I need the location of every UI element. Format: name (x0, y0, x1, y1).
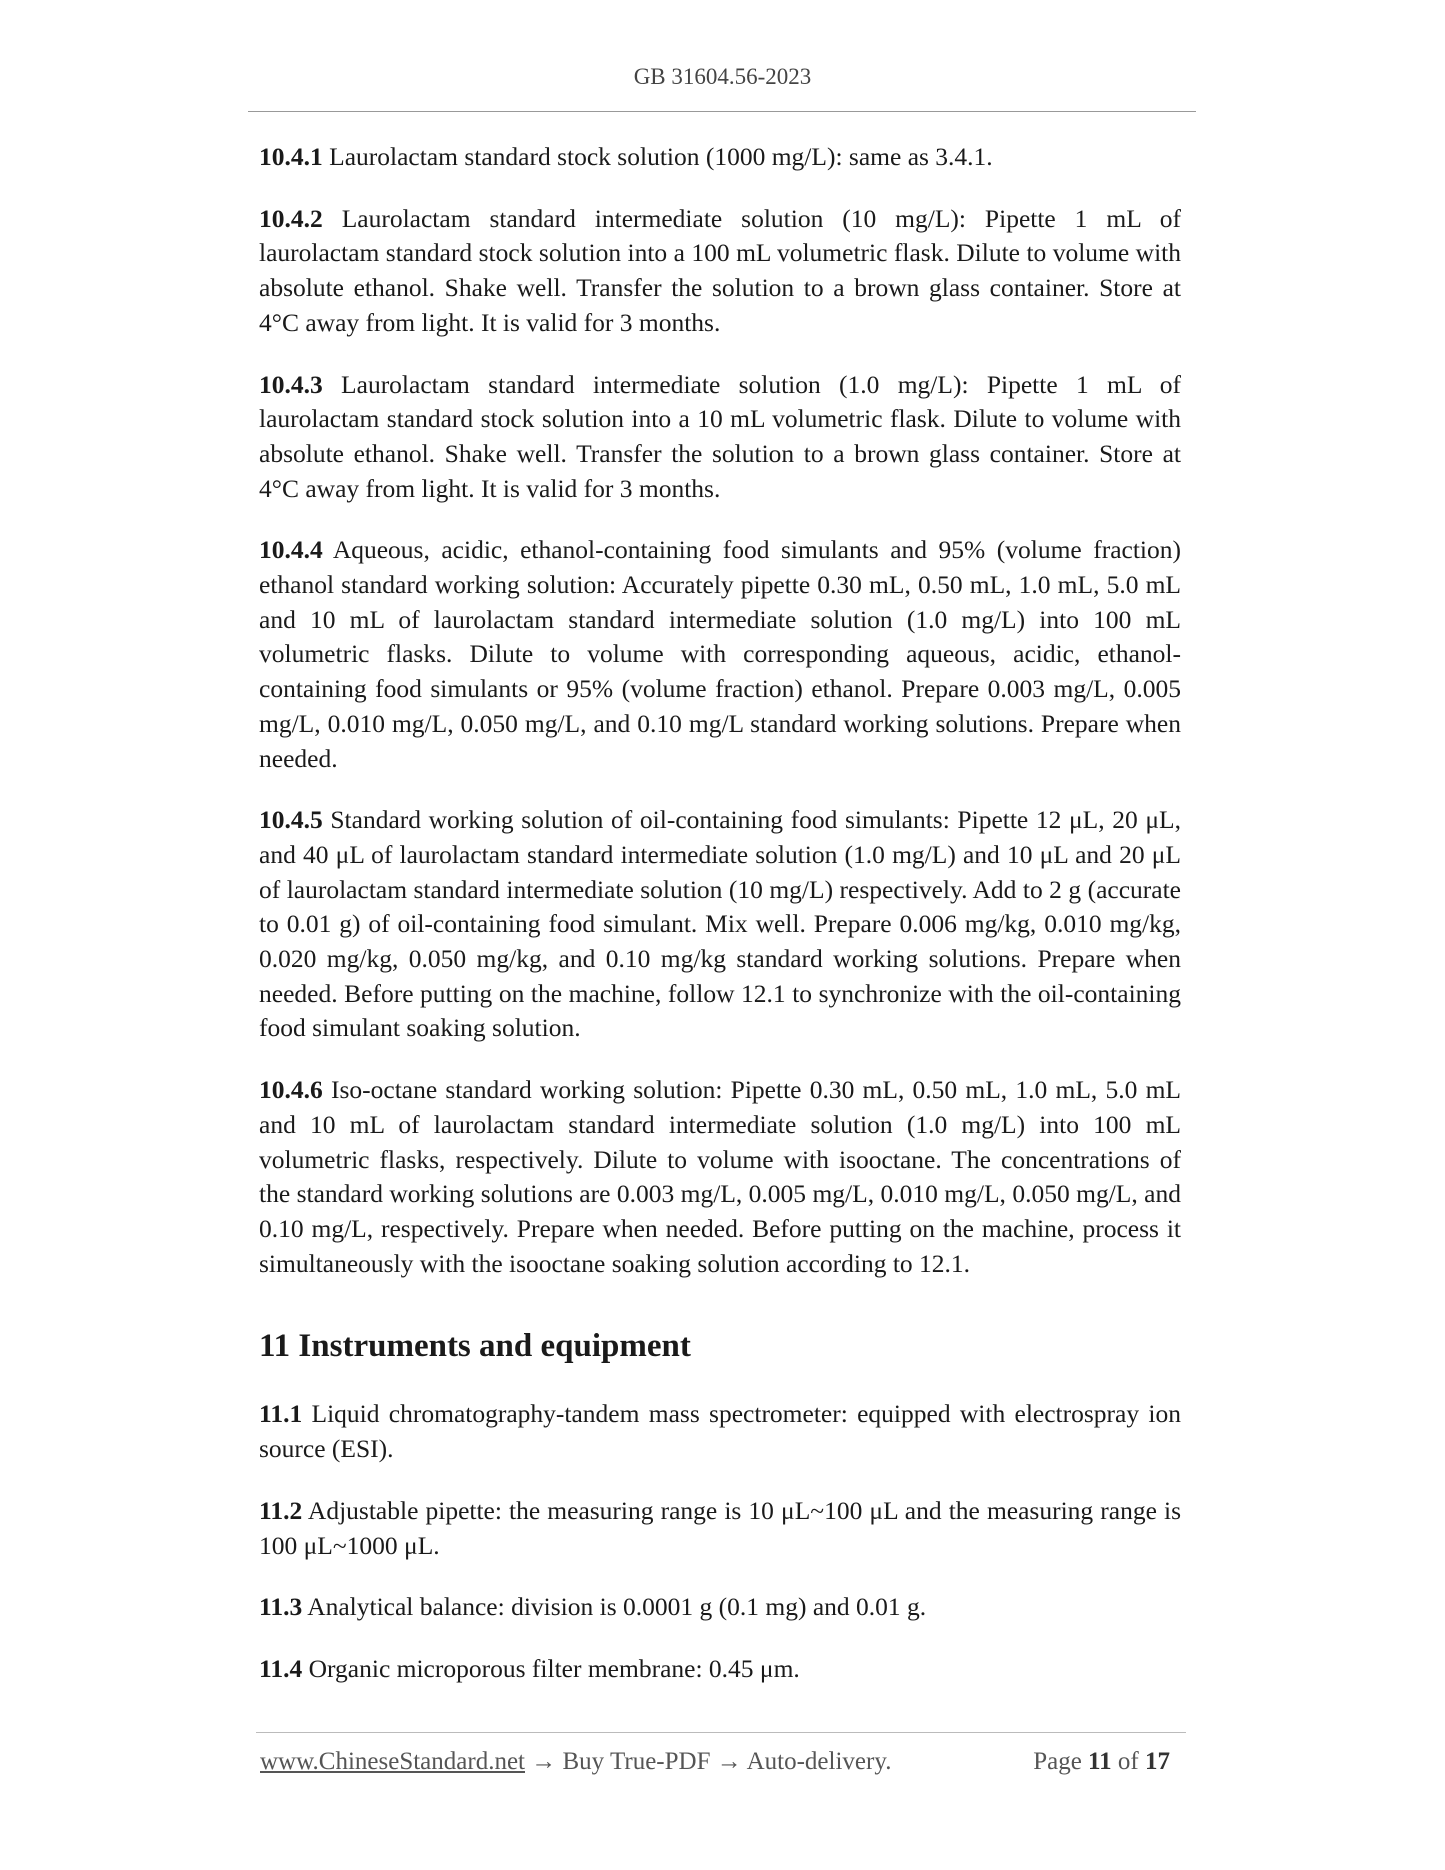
clause-11-1 (259, 1397, 1181, 1466)
arrow-icon: → (716, 1748, 742, 1775)
clause-10-4-6 (259, 1073, 1181, 1281)
clause-text: Adjustable pipette: the measuring range is 10 μL~100 μL and the measuring range is 100 μL~1000 μL. (259, 1495, 1181, 1560)
clause-number: 11.1 (259, 1399, 303, 1429)
clause-text: Standard working solution of oil-containing food simulants: Pipette 12 μL, 20 μL, and 40 μL of laurolactam standard intermediate solution (1.0 mg/L) and 10 μL and 20 μL of laurolactam standard intermediate solution (10 mg/L) respectively. Add to 2 g (accurate to 0.01 g) of oil-containing food simulant. Mix well. Prepare 0.006 mg/kg, 0.010 mg/kg, 0.020 mg/kg, 0.050 mg/kg, and 0.10 mg/kg standard working solutions. Prepare when needed. Before putting on the machine, follow 12.1 to synchronize with the oil-containing food simulant soaking solution. (259, 805, 1181, 1043)
website-link[interactable]: www.ChineseStandard.net (260, 1748, 525, 1775)
clause-text: Iso-octane standard working solution: Pipette 0.30 mL, 0.50 mL, 1.0 mL, 5.0 mL and 10 mL of laurolactam standard intermediate solution (1.0 mg/L) into 100 mL volumetric flasks, respectively. Dilute to volume with isooctane. The concentrations of the standard working solutions are 0.003 mg/L, 0.005 mg/L, 0.010 mg/L, 0.050 mg/L, and 0.10 mg/L, respectively. Prepare when needed. Before putting on the machine, process it simultaneously with the isooctane soaking solution according to 12.1. (259, 1075, 1181, 1278)
clause-number: 11.4 (259, 1653, 303, 1683)
page-footer (260, 1748, 1182, 1776)
clause-text: Aqueous, acidic, ethanol-containing food simulants and 95% (volume fraction) ethanol standard working solution: Accurately pipette 0.30 mL, 0.50 mL, 1.0 mL, 5.0 mL and 10 mL of laurolactam standard intermediate solution (1.0 mg/L) into 100 mL volumetric flasks. Dilute to volume with corresponding aqueous, acidic, ethanol-containing food simulants or 95% (volume fraction) ethanol. Prepare 0.003 mg/L, 0.005 mg/L, 0.010 mg/L, 0.050 mg/L, and 0.10 mg/L standard working solutions. Prepare when needed. (259, 535, 1181, 773)
page-number (1033, 1748, 1170, 1776)
header-divider (248, 111, 1196, 112)
clause-number: 10.4.6 (259, 1075, 323, 1105)
clause-10-4-3 (259, 368, 1181, 507)
page-of: of (1117, 1748, 1139, 1775)
delivery-text: Auto-delivery. (746, 1748, 892, 1775)
page-label: Page (1033, 1748, 1082, 1775)
clause-10-4-2 (259, 202, 1181, 341)
clause-number: 11.3 (259, 1592, 303, 1622)
section-heading: 11 Instruments and equipment (259, 1328, 691, 1365)
page-current: 11 (1088, 1748, 1112, 1775)
document-header: GB 31604.56-2023 (633, 64, 812, 89)
clause-text: Laurolactam standard intermediate solution (1.0 mg/L): Pipette 1 mL of laurolactam standard stock solution into a 10 mL volumetric flask. Dilute to volume with absolute ethanol. Shake well. Transfer the solution to a brown glass container. Store at 4°C away from light. It is valid for 3 months. (259, 369, 1181, 503)
clause-number: 10.4.3 (259, 369, 323, 399)
page-total: 17 (1145, 1748, 1170, 1775)
clause-number: 11.2 (259, 1495, 303, 1525)
clause-10-4-4 (259, 533, 1181, 776)
page-content (259, 140, 1181, 1714)
clause-11-4 (259, 1652, 1181, 1687)
clause-text: Laurolactam standard intermediate solution (10 mg/L): Pipette 1 mL of laurolactam standard stock solution into a 100 mL volumetric flask. Dilute to volume with absolute ethanol. Shake well. Transfer the solution to a brown glass container. Store at 4°C away from light. It is valid for 3 months. (259, 203, 1181, 337)
clause-11-3 (259, 1590, 1181, 1625)
clause-11-2 (259, 1494, 1181, 1563)
clause-10-4-5 (259, 803, 1181, 1046)
arrow-icon: → (531, 1748, 557, 1775)
clause-text: Organic microporous filter membrane: 0.45 μm. (308, 1653, 800, 1683)
clause-number: 10.4.2 (259, 203, 323, 233)
clause-number: 10.4.5 (259, 805, 323, 835)
clause-number: 10.4.4 (259, 535, 323, 565)
clause-text: Liquid chromatography-tandem mass spectrometer: equipped with electrospray ion source (ESI). (259, 1399, 1181, 1464)
clause-text: Laurolactam standard stock solution (1000 mg/L): same as 3.4.1. (329, 142, 993, 171)
clause-text: Analytical balance: division is 0.0001 g (0.1 mg) and 0.01 g. (307, 1592, 927, 1622)
clause-number: 10.4.1 (259, 142, 323, 171)
buy-text: Buy True-PDF (562, 1748, 711, 1775)
clause-10-4-1 (259, 140, 1181, 175)
footer-divider (256, 1732, 1186, 1733)
